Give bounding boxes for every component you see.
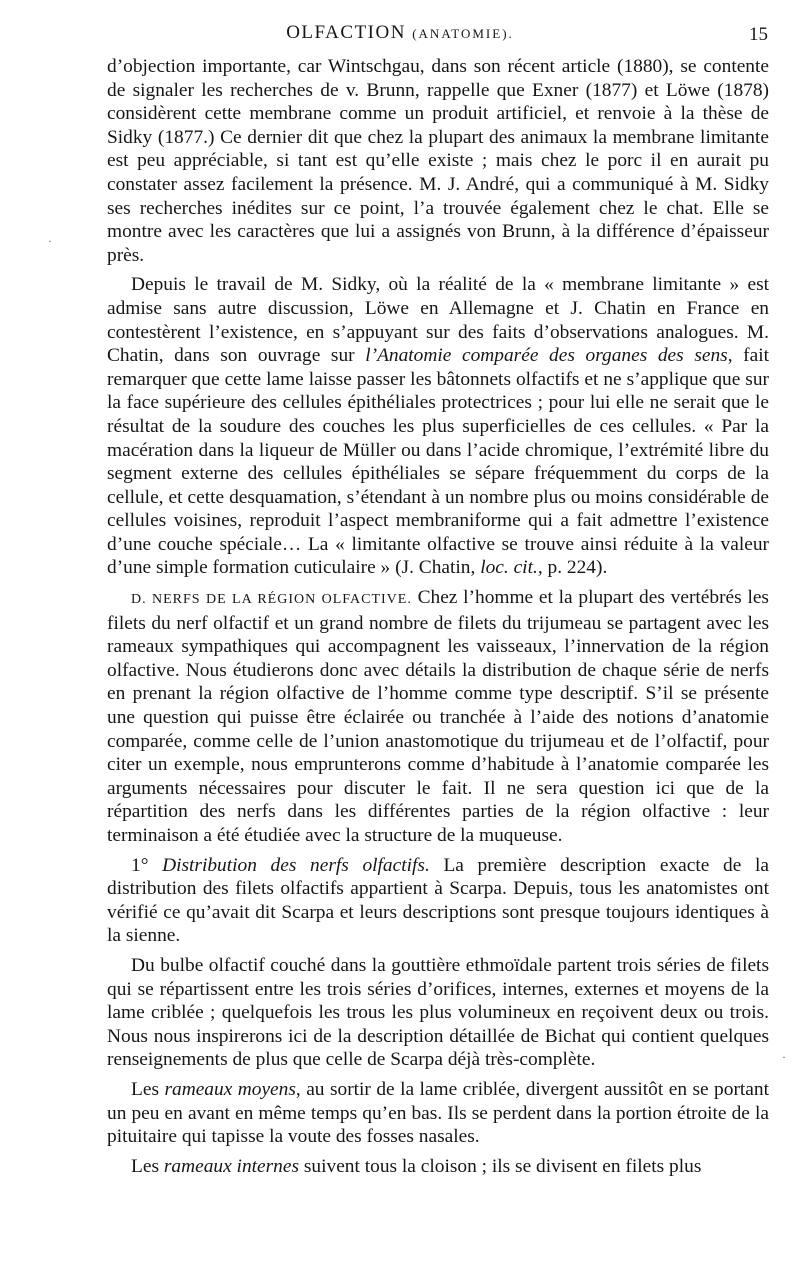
paragraph — [107, 273, 769, 580]
text-run: , p. 224). — [537, 557, 608, 579]
running-title-subtitle: (ANATOMIE). — [412, 26, 514, 41]
text-run: Depuis le travail de M. Sidky, où la réalité de la « membrane limitante » est admise sans autre discussion, Löwe en Allemagne et J. Chatin en France en contestèrent l’existence, en s’appuyant sur des faits d’observations analogues. M. Chatin, dans son ouvrage sur — [107, 274, 769, 367]
paragraph — [107, 954, 769, 1072]
paragraph — [107, 854, 769, 948]
margin-dot: · — [48, 234, 52, 248]
text-run: 1° — [131, 854, 163, 876]
page-number: 15 — [749, 24, 768, 45]
italic-text: l’Anatomie comparée des organes des sens — [365, 345, 728, 367]
text-run: , fait remarquer que cette lame laisse passer les bâtonnets olfactifs et ne s’applique que sur la face supérieure des cellules épithéliales protectrices ; pour lui elle ne serait que le résultat de la soudure des couches les plus superficielles de ces cellules. « Par la macération dans la liqueur de Müller ou dans l’acide chromique, l’extrémité libre du segment externe des cellules épithéliales se sépare fréquemment du corps de la cellule, et cette desquamation, s’étendant à un nombre plus ou moins considérable de cellules voisines, reproduit l’aspect membraniforme qui a fait admettre l’existence d’une couche spéciale… La « limitante olfactive se trouve ainsi réduite à la valeur d’une simple formation cuticulaire » (J. Chatin, — [107, 345, 770, 579]
italic-text: rameaux internes — [163, 1155, 300, 1177]
text-run: Les — [131, 1155, 164, 1177]
text-run: Chez l’homme et la plupart des vertébrés les filets du nerf olfactif et un grand nombre de filets du trijumeau se partagent avec les rameaux sympathiques qui accompagnent les vaisseaux, l’innervation de la région olfactive. Nous étudierons donc avec détails la distribution de chaque série de nerfs en prenant la région olfactive de l’homme comme type descriptif. S’il se présente une question qui puisse être éclairée ou tranchée à l’aide des notions d’anatomie comparée, comme celle de l’union anastomotique du trijumeau et de l’olfactif, pour citer un exemple, nous emprunterons comme d’habitude à l’anatomie comparée les arguments nécessaires pour discuter le fait. Il ne sera question ici que de la répartition des nerfs dans les différentes parties de la région olfactive : leur terminaison a été étudiée avec la structure de la muqueuse. — [107, 587, 769, 846]
text-run: , au sortir de la lame criblée, divergent aussitôt en se portant un peu en avant en même temps qu’en bas. Ils se perdent dans la portion étroite de la pituitaire qui tapisse la voute des fosses nasales. — [107, 1078, 769, 1148]
margin-dot: · — [782, 1050, 786, 1064]
text-run: Les — [131, 1078, 165, 1100]
body-text — [107, 55, 769, 1184]
running-title-main: OLFACTION — [286, 22, 406, 43]
section-heading: D. NERFS DE LA RÉGION OLFACTIVE. — [131, 592, 412, 608]
text-run: d’objection importante, car Wintschgau, dans son récent article (1880), se contente de signaler les recherches de v. Brunn, rappelle que Exner (1877) et Löwe (1878) considèrent cette membrane comme un produit artificiel, et renvoie à la thèse de Sidky (1877.) Ce dernier dit que chez la plupart des animaux la membrane limitante est peu appréciable, si tant est qu’elle existe ; mais chez le porc il en aurait pu constater assez facilement la présence. M. J. André, qui a communiqué à M. Sidky ses recherches inédites sur ce point, l’a trouvée également chez le chat. Elle se montre avec les caractères que lui a assignés von Brunn, à la différence d’épaisseur près. — [107, 56, 769, 266]
paragraph — [107, 1078, 769, 1149]
page-header — [0, 22, 800, 52]
running-title — [0, 22, 800, 44]
italic-text: Distribution des nerfs olfactifs. — [162, 854, 430, 876]
text-run: suivent tous la cloison ; ils se divisent en filets plus — [299, 1155, 702, 1177]
text-run: La première description exacte de la distribution des filets olfactifs appartient à Scarpa. Depuis, tous les anatomistes ont vérifié ce qu’avait dit Scarpa et leurs descriptions sont presque toujours identiques à la sienne. — [107, 854, 769, 947]
italic-text: loc. cit. — [480, 557, 538, 579]
text-run: Du bulbe olfactif couché dans la gouttière ethmoïdale partent trois séries de filets qui se répartissent entre les trois séries d’orifices, internes, externes et moyens de la lame criblée ; quelquefois les trous les plus volumineux en reçoivent deux ou trois. Nous nous inspirerons ici de la description détaillée de Bichat qui contient quelques renseignements de plus que celle de Scarpa déjà très-complète. — [107, 954, 769, 1071]
paragraph — [107, 1155, 769, 1179]
italic-text: rameaux moyens — [164, 1078, 296, 1100]
paragraph — [107, 55, 769, 267]
paragraph — [107, 586, 769, 848]
